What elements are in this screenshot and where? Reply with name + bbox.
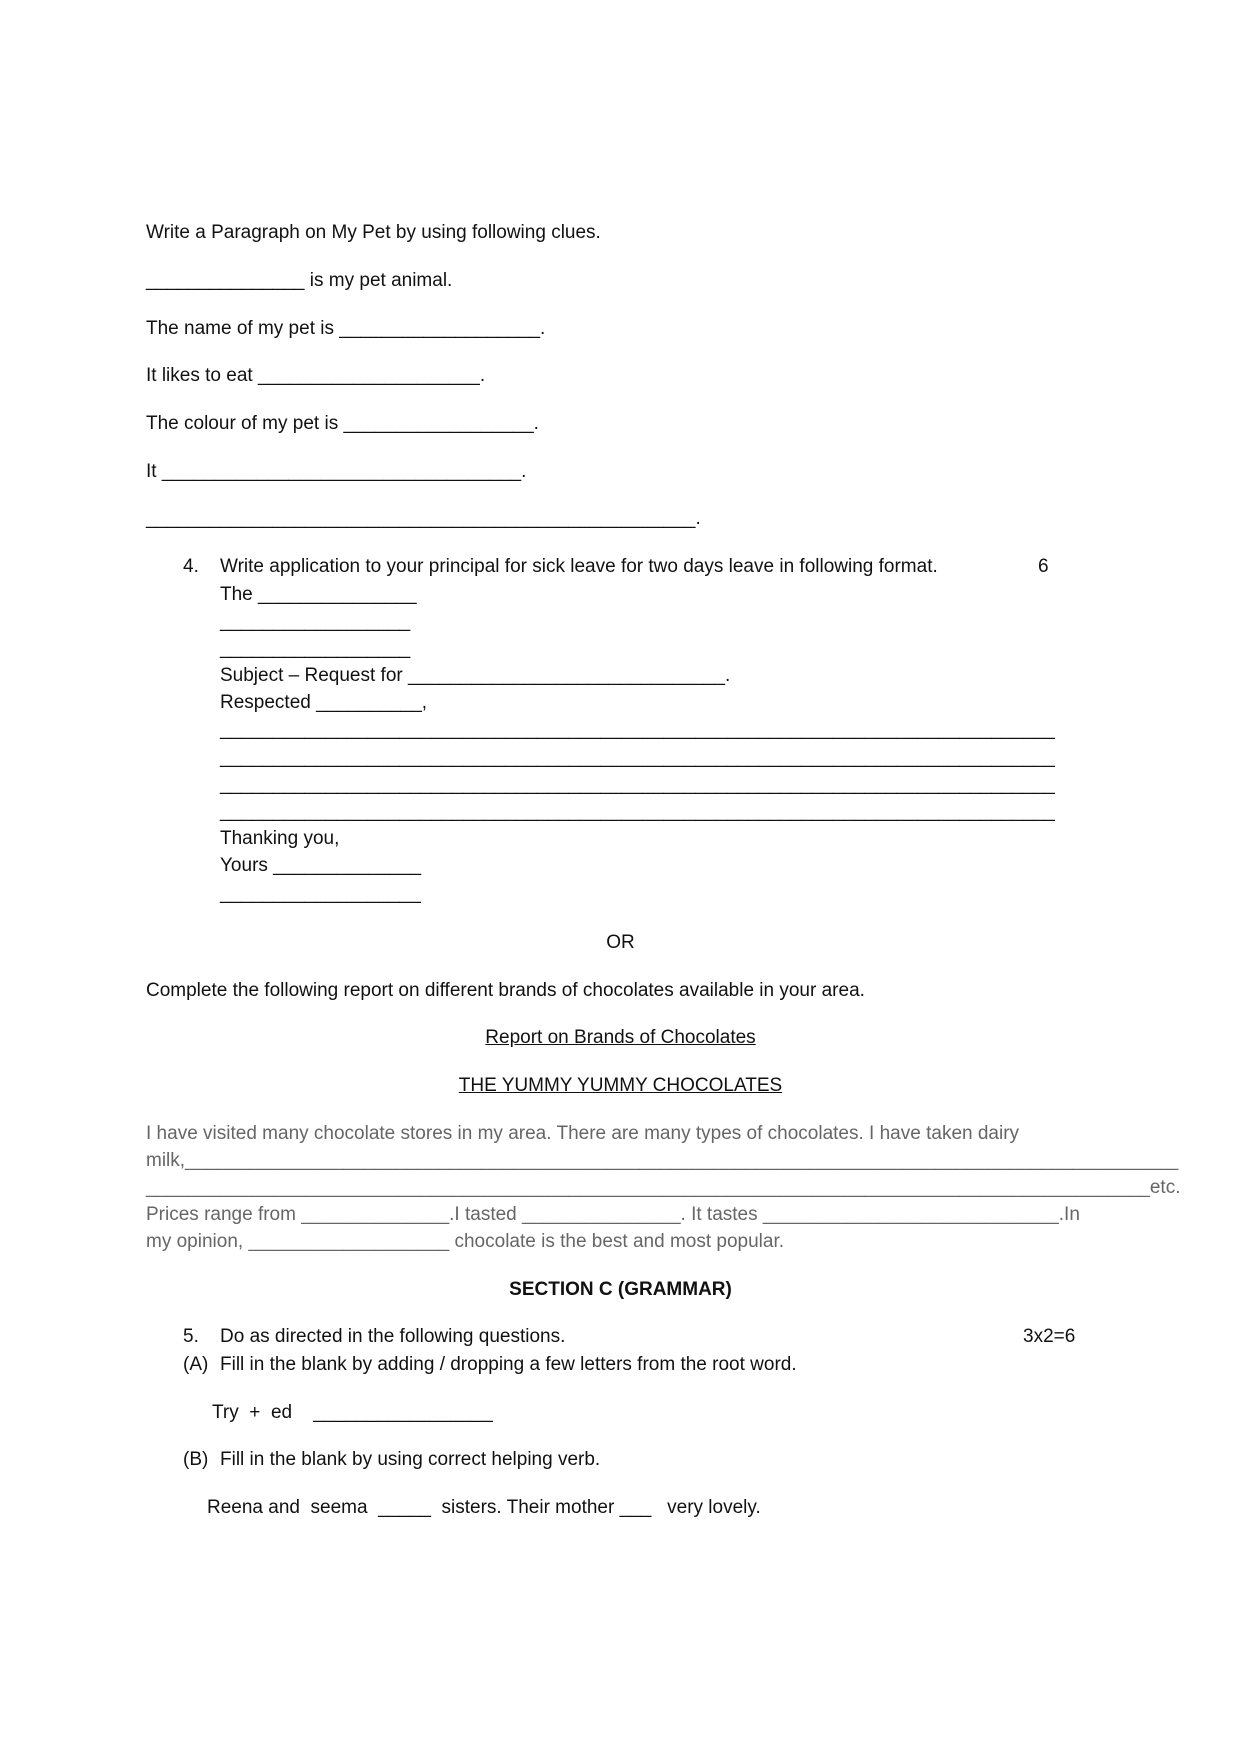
report-line-1: I have visited many chocolate stores in my area. There are many types of chocolates. I have taken dairy — [146, 1123, 1020, 1144]
report-line-3: _______________________________________________________________________________________________etc. — [146, 1177, 1181, 1198]
report-line-5: my opinion, ___________________ chocolate is the best and most popular. — [146, 1231, 785, 1252]
report-title: Report on Brands of Chocolates — [485, 1027, 756, 1048]
or-label: OR — [606, 932, 635, 953]
q4-subject: Subject – Request for ______________________________. — [220, 665, 731, 686]
q4-body-line-4: _______________________________________________________________________________ — [220, 801, 1055, 822]
q4-closing: Thanking you, — [220, 828, 340, 849]
q5-b-text: Fill in the blank by using correct helping verb. — [220, 1449, 601, 1470]
report-line-4: Prices range from ______________.I tasted _______________. It tastes ____________________________.In — [146, 1204, 1080, 1225]
q5-b-label: (B) — [183, 1449, 209, 1470]
q4-format-line-address-1: __________________ — [220, 611, 411, 632]
pet-line-3: It likes to eat _____________________. — [146, 365, 486, 386]
report-subtitle: THE YUMMY YUMMY CHOCOLATES — [458, 1075, 783, 1096]
q5-a-text: Fill in the blank by adding / dropping a few letters from the root word. — [220, 1354, 797, 1375]
pet-line-2: The name of my pet is ___________________. — [146, 318, 546, 339]
q4-format-line-address-2: __________________ — [220, 638, 411, 659]
q5-a-item: Try + ed _________________ — [212, 1402, 493, 1423]
q4-signature: ___________________ — [220, 883, 421, 904]
q5-b-item: Reena and seema _____ sisters. Their mother ___ very lovely. — [207, 1497, 761, 1518]
q4-body-line-2: _______________________________________________________________________________ — [220, 747, 1055, 768]
q5-marks: 3x2=6 — [1023, 1326, 1076, 1347]
q4-format-line-to: The _______________ — [220, 584, 417, 605]
pet-line-4: The colour of my pet is __________________. — [146, 413, 539, 434]
q4-marks: 6 — [1038, 556, 1049, 577]
q4-number: 4. — [183, 556, 199, 577]
report-instruction: Complete the following report on different brands of chocolates available in your area. — [146, 980, 865, 1001]
q4-body-line-3: _______________________________________________________________________________ — [220, 774, 1055, 795]
section-c-title: SECTION C (GRAMMAR) — [509, 1279, 732, 1300]
report-line-2: milk,______________________________________________________________________________________________ — [146, 1150, 1179, 1171]
pet-line-5: It __________________________________. — [146, 461, 527, 482]
q5-text: Do as directed in the following questions. — [220, 1326, 566, 1347]
q4-text: Write application to your principal for sick leave for two days leave in following format. — [220, 556, 938, 577]
q4-body-line-1: _______________________________________________________________________________ — [220, 719, 1055, 740]
pet-line-1: _______________ is my pet animal. — [146, 270, 453, 291]
q4-yours: Yours ______________ — [220, 855, 422, 876]
pet-line-6: ____________________________________________________. — [146, 508, 701, 529]
q4-salutation: Respected __________, — [220, 692, 428, 713]
q5-a-label: (A) — [183, 1354, 209, 1375]
q5-number: 5. — [183, 1326, 199, 1347]
pet-heading: Write a Paragraph on My Pet by using following clues. — [146, 222, 601, 243]
